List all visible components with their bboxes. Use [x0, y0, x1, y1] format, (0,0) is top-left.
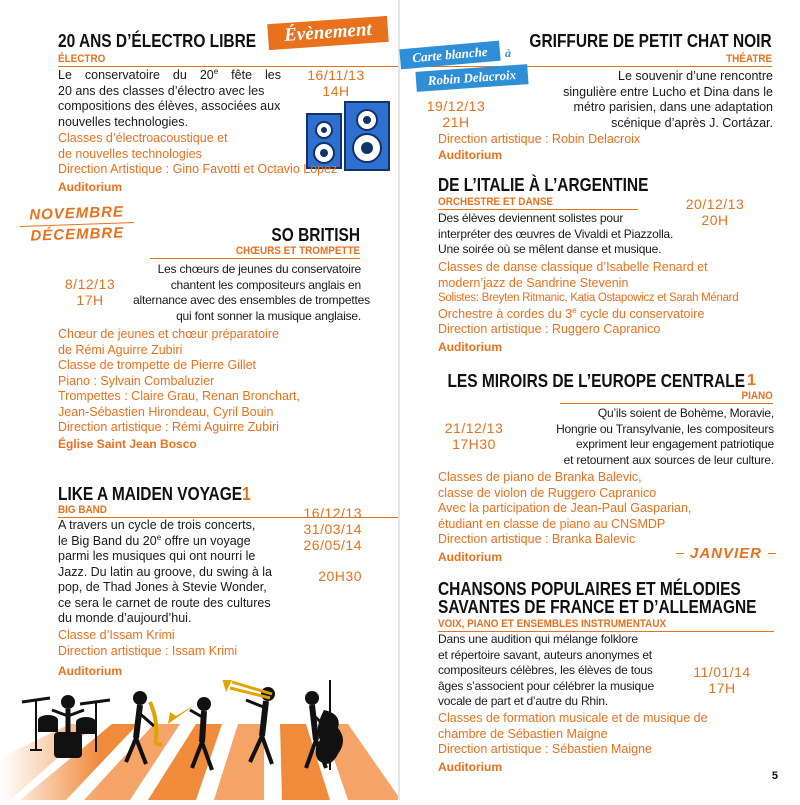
event-category-maiden: BIG BAND: [58, 503, 398, 518]
month-janvier: JANVIER: [684, 543, 768, 565]
event-time-italie: 20H: [701, 212, 729, 228]
event-title-maiden: LIKE A MAIDEN VOYAGE1: [58, 484, 251, 504]
event-time-miroirs: 17H30: [452, 436, 496, 452]
event-venue-electro: Auditorium: [58, 180, 122, 194]
month-novembre: NOVEMBRE: [28, 203, 125, 224]
event-time-electro: 14H: [322, 83, 350, 99]
event-date-griffure: 19/12/13: [426, 98, 486, 114]
page-number: 5: [771, 770, 778, 782]
event-date-maiden-1: 16/12/13: [303, 505, 362, 521]
event-venue-maiden: Auditorium: [58, 664, 122, 678]
event-credits-maiden: Classe d’Issam Krimi Direction artistique : Issam Krimi: [58, 628, 238, 658]
event-title-miroirs: LES MIROIRS DE L’EUROPE CENTRALE: [447, 371, 745, 391]
carte-blanche-a: à: [505, 46, 511, 60]
event-time-chansons: 17H: [708, 680, 736, 696]
event-date-chansons: 11/01/14: [693, 664, 751, 680]
event-venue-british: Église Saint Jean Bosco: [58, 437, 197, 451]
event-title-griffure: GRIFFURE DE PETIT CHAT NOIR: [529, 31, 772, 51]
event-title-electro: 20 ANS D’ÉLECTRO LIBRE: [58, 31, 257, 51]
event-category-miroirs: PIANO: [560, 389, 773, 404]
event-time-british: 17H: [76, 292, 104, 308]
event-credits-griffure: Direction artistique : Robin Delacroix: [438, 132, 641, 146]
event-category-griffure: THÉATRE: [402, 52, 772, 67]
event-title-chansons-line-2: SAVANTES DE FRANCE ET D’ALLEMAGNE: [438, 597, 757, 617]
evenement-banner: [267, 16, 389, 50]
event-title-british: SO BRITISH: [271, 225, 360, 245]
month-stamp-janvier: [676, 543, 776, 565]
event-description-maiden: A travers un cycle de trois concerts, le Big Band du 20e offre un voyage parmi les musiques qui ont nourri le Jazz. Du latin au groove, du swing à la pop, de Thad Jones à Stevie Wonder, ce sera le carnet de route des cultures du monde d’aujourd’hui.: [58, 518, 273, 625]
event-venue-chansons: Auditorium: [438, 760, 502, 774]
event-date-italie: 20/12/13: [685, 196, 745, 212]
event-time-maiden: 20H30: [318, 568, 362, 584]
event-venue-italie: Auditorium: [438, 340, 502, 354]
event-date-maiden-2: 31/03/14: [303, 521, 362, 537]
event-description-griffure: Le souvenir d’une rencontre singulière entre Lucho et Dina dans le métro parisien, dans une adaptation scénique d’après J. Cortázar.: [563, 69, 773, 130]
event-credits-italie: Classes de danse classique d’Isabelle Renard et modern’jazz de Sandrine Stevenin Solistes: Breyten Ritmanic, Katia Ostapowicz et Sarah Ménard Orchestre à cordes du 3e cycle du conservatoire Direction artistique : Ruggero Capranico: [438, 260, 739, 336]
event-title-mark-miroirs: 1: [747, 372, 756, 389]
event-description-chansons: Dans une audition qui mélange folklore et répertoire savant, auteurs anonymes et compositeurs célèbres, les élèves de tous âges s’associent pour célébrer la musique vocale de part et d’autre du Rhin.: [438, 632, 654, 708]
event-credits-british: Chœur de jeunes et chœur préparatoire de Rémi Aguirre Zubiri Classe de trompette de Pierre Gillet Piano : Sylvain Combaluzier Trompettes : Claire Grau, Renan Bronchart, Jean-Sébastien Hirondeau, Cyril Bouin Direction artistique : Rémi Aguirre Zubiri: [58, 327, 300, 434]
event-description-british: Les chœurs de jeunes du conservatoire chantent les compositeurs anglais en alternance avec des ensembles de trompettes qui font sonner la musique anglaise.: [133, 262, 370, 323]
event-category-electro: ÉLECTRO: [58, 52, 398, 67]
drum-kit-icon: [22, 695, 110, 758]
event-category-chansons: VOIX, PIANO ET ENSEMBLES INSTRUMENTAUX: [438, 617, 774, 632]
event-description-miroirs: Qu’ils soient de Bohème, Moravie, Hongrie ou Transylvanie, les compositeurs expriment leur engagement patriotique et retournent aux sources de leur culture.: [556, 406, 774, 467]
band-illustration: [0, 680, 398, 800]
event-venue-miroirs: Auditorium: [438, 550, 502, 564]
evenement-banner-text: Évènement: [283, 18, 373, 47]
event-date-miroirs: 21/12/13: [444, 420, 504, 436]
event-credits-miroirs: Classes de piano de Branka Balevic, classe de violon de Ruggero Capranico Avec la participation de Jean-Paul Gasparian, étudiant en classe de piano au CNSMDP Direction artistique : Branka Balevic: [438, 470, 692, 546]
event-title-chansons-line-1: CHANSONS POPULAIRES ET MÉLODIES: [438, 579, 741, 599]
event-date-british: 8/12/13: [64, 276, 116, 292]
event-credits-electro: Classes d’électroacoustique et de nouvelles technologies Direction Artistique : Gino Favotti et Octavio Lopez: [58, 131, 338, 176]
event-date-electro: 16/11/13: [307, 67, 365, 83]
event-credits-chansons: Classes de formation musicale et de musique de chambre de Sébastien Maigne Direction artistique : Sébastien Maigne: [438, 711, 708, 756]
event-title-italie: DE L’ITALIE À L’ARGENTINE: [438, 175, 649, 195]
carte-blanche-banner-text: Carte blanche: [411, 43, 489, 66]
event-date-maiden-3: 26/05/14: [303, 537, 362, 553]
month-stamp-novembre-decembre: [17, 203, 136, 247]
event-description-italie: Des élèves deviennent solistes pour interpréter des œuvres de Vivaldi et Piazzolla. Une soirée où se mêlent danse et musique.: [438, 211, 674, 256]
month-decembre: DÉCEMBRE: [30, 224, 125, 245]
event-description-electro: Le conservatoire du 20e fête les 20 ans des classes d’électro avec les compositions des élèves, associées aux nouvelles technologies.: [58, 66, 281, 129]
robin-banner-text: Robin Delacroix: [427, 66, 517, 89]
event-category-italie: ORCHESTRE ET DANSE: [438, 195, 638, 210]
event-venue-griffure: Auditorium: [438, 148, 502, 162]
event-category-british: CHŒURS ET TROMPETTE: [150, 244, 360, 259]
event-time-griffure: 21H: [442, 114, 470, 130]
page-fold: [398, 0, 400, 800]
